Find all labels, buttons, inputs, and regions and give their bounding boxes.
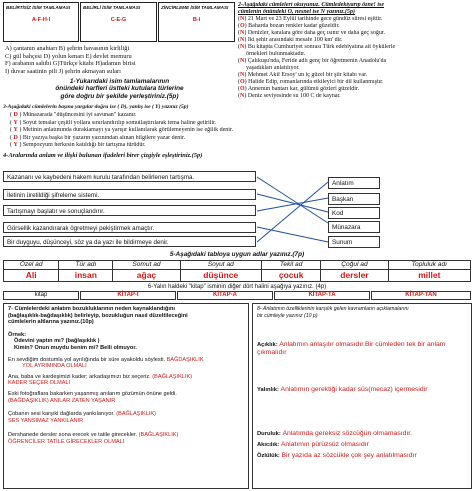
q7-fix: ÖĞRENCİLER TATİLE GİRECEKLER OLMALI: [8, 438, 125, 445]
q7-fix: KADER SEÇER OLMALI: [8, 380, 71, 387]
q2-item: (N) İki şehir arasındaki mesafe 100 km' dir.: [238, 37, 343, 43]
q7-sentence: En sevdiğim dostumla yol ayrılığında bir süre ayakoldu söylesti. BAĞDAŞIKLIK: [8, 356, 204, 363]
q2-subtitle: cümlenin önündeki Ö, nesnel ise N yazınız.(5p): [238, 9, 356, 15]
q2-mark: N: [240, 93, 245, 99]
q8-item: [257, 341, 469, 357]
q7-tag: (BAĞLAŞIKLIK): [138, 432, 179, 439]
q3-mark: Y: [13, 127, 18, 133]
q6-form: KİTAP-I: [80, 291, 176, 300]
q2-mark: N: [240, 30, 245, 36]
q7-sentence: Ana, baba ve kardeşimizi kader; arkadaşımızı biz seçeriz. (BAĞLAŞIKLIK): [8, 373, 193, 380]
match-right-4: Münazara: [328, 221, 380, 233]
box-answer: A-F-H-I: [31, 16, 51, 23]
q7-item: [8, 391, 244, 404]
q7-example-question: Ödevini yaptın mı? (bağlaşıklık ): [14, 338, 100, 345]
q2-text: Çalıkuşu'nda, Feride adlı genç bir öğretmenin Anadolu'da: [247, 58, 387, 64]
q5-header: Soyut ad: [180, 261, 262, 270]
q2-text: Baharda bozan renkler kadar güzeldir.: [248, 23, 340, 29]
q8-label: Açıklık:: [257, 342, 278, 348]
q3-mark: D: [13, 134, 18, 141]
q3-mark: D: [13, 112, 18, 118]
q5-header-row: [4, 261, 471, 270]
q8-label: Özlülük:: [257, 453, 280, 459]
box-belirtisiz: [3, 2, 79, 42]
phrase-line: F) arabanın sahibi G)Türkçe kitabı H)adamın birisi: [5, 60, 136, 68]
q2-mark: N: [240, 37, 245, 43]
q5-header: Topluluk adı: [388, 261, 470, 270]
q2-text: Denizler, karalara göre daha geç ısınır ve daha geç soğur.: [247, 30, 386, 36]
phrase-list: [5, 45, 237, 75]
q5-header: Tür adı: [59, 261, 113, 270]
q8-answer: Anlatımın pürüzsüz olmasıdır: [280, 441, 369, 448]
match-right-1: Anlatım: [328, 177, 380, 189]
q1-line: göre doğru bir şekilde yerleştiriniz.(5p): [60, 92, 179, 100]
q8-item: [257, 441, 469, 449]
q7-tag: (BAĞLAŞIKLIK): [152, 373, 193, 380]
q7-title-line: 7- Cümlelerdeki anlatım bozukluklarının neden kaynaklandığını: [8, 306, 175, 312]
q3-text: Bir yazıya başka bir yazarın yazınından alınan bilgilere yazar denir.: [22, 134, 186, 141]
q5-title: 5-Aşağıdaki tabloya uygun adlar yazınız.(7p): [169, 251, 305, 258]
q2-item: (N) Denizler, karalara göre daha geç ısınır ve daha geç soğur.: [238, 30, 386, 36]
q2-text: İki şehir arasındaki mesafe 100 km' dir.: [247, 37, 343, 43]
box-answer: B-I: [192, 16, 201, 23]
q2-text: Deniz seviyesinde su 100 C de kaynar.: [247, 93, 341, 99]
q5-header: Somut ad: [113, 261, 180, 270]
q2-section: [238, 2, 472, 100]
q5-value: çocuk: [262, 270, 321, 282]
match-right-2: Başkan: [328, 193, 380, 205]
phrase-line: A) çantanın anahtarı B) şehrin havasının kirliliği: [5, 45, 130, 52]
q2-text: yaşadıkları anlatılıyor.: [246, 65, 300, 71]
q8-answer: Anlatımın gerektiği kadar süs(mecaz) içermesidir: [280, 386, 428, 393]
q8-item: [257, 386, 469, 394]
q7-item: [8, 374, 244, 387]
q7-item: [8, 357, 244, 370]
q8-title-line: bir cümleyle yazınız (10 p): [257, 312, 318, 319]
q1-title: 1-Yukarıdaki isim tamlamalarının: [69, 78, 170, 85]
q6-form: KİTAP-A: [177, 291, 273, 300]
q5-value: dersler: [321, 270, 388, 282]
match-line: [257, 182, 328, 242]
q2-text: Mehmet Akif Ersoy' un iç güzel bir şiir kitabı var.: [247, 72, 368, 78]
q2-item: (Ö) Annemın bantarı kar, gülümü gözleri güzeldir.: [238, 86, 360, 92]
q3-text: Sempozyum herkesin katıldığı bir tartışma türüdür.: [22, 142, 146, 148]
box-label: ZİNCİRLEME İSİM TAMLAMASI: [161, 5, 229, 10]
q2-item: [238, 65, 472, 72]
q7-sentence: Dershanede dersler sona erecek ve tatile girecekler. (BAĞLAŞIKLIK): [8, 432, 179, 439]
q8-label: Yalınlık:: [257, 387, 279, 393]
q7-tag: (BAĞLAŞIKLIK): [116, 411, 157, 418]
q2-item: [238, 51, 472, 58]
match-lines: [256, 168, 330, 254]
q2-mark: Ö: [240, 79, 245, 85]
q2-item: (N) Bu kitapta Cumhuriyet sonrası Türk edebiyatına ait öykülerle: [238, 44, 396, 50]
q3-item: ( Y ) Metinin anlatımında duraklamayı ya yarışır kullanılarak görülemeyenin ise eğilik denir.: [10, 127, 234, 133]
match-left-5: Bir duyguyu, düşünceyi, söz ya da yazı ile bildirmeye denir.: [3, 236, 256, 247]
match-left-1: Kazananı ve kaybedeni hakem kurulu tarafından belirlenen tartışma.: [3, 171, 256, 182]
q6-base: kitap: [3, 291, 79, 300]
q2-text: Halide Edip, romanlarında etkileyici bir dil kullanmıştır.: [248, 79, 384, 85]
q5-table: [3, 260, 471, 282]
q7-item: [8, 411, 244, 424]
q5-value: millet: [388, 270, 470, 282]
q8-label: Akıcılık:: [257, 442, 280, 448]
q7-tag: BAĞDAŞIKLIK: [166, 356, 204, 363]
box-label: BELİRLİ İSİM TAMLAMASI: [83, 5, 141, 10]
q7-sentence: Eski fotoğraflara bakarken yaşanmış anılarım gözümün önüne geldi.: [8, 390, 177, 397]
q2-mark: Ö: [240, 23, 245, 29]
q8-section: [252, 303, 472, 489]
q5-header: Tekil ad: [262, 261, 321, 270]
q8-answer: Bir yazıda az sözcükle çok şey anlatılmasıdır: [281, 452, 417, 459]
q3-text: Münazarada "düşüncesini iyi savunan" kazanır.: [22, 112, 137, 118]
match-left-3: Tartışmayı başlatır ve sonuçlandırır.: [3, 205, 256, 216]
q7-title-line: cümlelerin altlarına yazınız.(10p): [8, 319, 94, 326]
match-left-4: Görsellik kazandırarak ögretmeyi pekiştirmek amaçtır.: [3, 222, 256, 233]
q3-mark: Y: [13, 119, 18, 126]
q2-text: örnekleri bulunmaktadır.: [246, 51, 306, 57]
q5-value: düşünce: [180, 270, 262, 282]
q2-item: (N) 21 Mart ve 23 Eylül tarihinde gece gündüz süresi eşittir.: [238, 16, 383, 22]
q7-title-line: (bağlaşıklık-bağdaşıklık) belirleyip, bozukluğun nasıl düzeltileceğini: [8, 312, 188, 319]
match-right-5: Sunum: [328, 236, 380, 248]
q7-fix: YOL AYRIMINDA OLMALI: [22, 363, 87, 370]
q3-item: ( D ) Bir yazıya başka bir yazarın yazınından alınan bilgilere yazar denir.: [10, 134, 186, 141]
q5-header: Özel ad: [4, 261, 59, 270]
q5-value: insan: [59, 270, 113, 282]
q8-item: [257, 430, 469, 438]
q8-item: [257, 452, 469, 460]
q7-sentence: Çobanın sesi karşıki dağlarda yankılanıyor. (BAĞLAŞIKLIK): [8, 411, 157, 418]
q7-fix: (BAĞDAŞIKLIK) ANILAR ZATEN YAŞANIR: [8, 397, 116, 404]
box-answer: C-E-G: [110, 16, 127, 23]
q2-mark: N: [240, 72, 245, 78]
q4-title: 4-Aralarında anlam ve ilişki bulunan ifadeleri birer çizgiyle eşleştiriniz.(5p): [3, 152, 203, 159]
phrase-line: I) duvar saatinin pili J) şehrin akmayan suları: [5, 67, 121, 75]
q5-value: Ali: [4, 270, 59, 282]
q7-fix: SES YANSIMAZ YANKILANIR: [8, 417, 84, 424]
q8-title-line: 8- Anlatımın özelliklerinin karşılık gelen kavramların açıklamalarını: [257, 306, 409, 312]
q2-item: (N) Deniz seviyesinde su 100 C de kaynar.: [238, 93, 341, 99]
box-zincirleme: [158, 2, 235, 42]
q8-answer: Anlatımda gereksiz sözcüğün olmamasıdır.: [282, 430, 413, 437]
q8-answer: Anlatımın anlaşılır olmasıdır.Bir cümleden tek bir anlam çıkmalıdır: [257, 341, 446, 356]
q8-label: Duruluk:: [257, 431, 281, 437]
q7-item: [8, 432, 244, 445]
match-left-2: İletinin üretildiği şifreleme sistemi.: [3, 189, 256, 200]
q2-mark: N: [240, 58, 245, 64]
q3-item: ( D ) Münazarada "düşüncesini iyi savunan" kazanır.: [10, 112, 137, 118]
match-line: [257, 227, 328, 242]
q2-item: (N) Mehmet Akif Ersoy' un iç güzel bir şiir kitabı var.: [238, 72, 368, 78]
q1-line: önündeki harfleri üstteki kutulara türlerine: [55, 85, 184, 93]
q2-mark: N: [240, 44, 245, 50]
q2-text: Bu kitapta Cumhuriyet sonrası Türk edebiyatına ait öykülerle: [247, 44, 396, 50]
box-label: BELİRTİSİZ İSİM TAMLAMASI: [6, 5, 71, 10]
q3-item: ( Y ) Soyut temalar çeşitli yollara sınırlandırılıp somutlaştırılarak tema haline getirilir.: [10, 119, 217, 126]
phrase-line: C) gül bahçesi D) yolun kenarı E) devlet memuru: [5, 52, 132, 60]
q2-mark: Ö: [240, 86, 245, 92]
q6-form: KİTAP-TA: [274, 291, 370, 300]
q2-text: 21 Mart ve 23 Eylül tarihinde gece gündüz süresi eşittir.: [247, 16, 383, 22]
q2-item: (Ö) Baharda bozan renkler kadar güzeldir.: [238, 23, 340, 29]
box-belirli: [80, 2, 157, 42]
q5-value-row: [4, 270, 471, 282]
q3-mark: Y: [13, 142, 18, 148]
match-right-3: Kod: [328, 207, 380, 219]
q6-form: KİTAP-TAN: [371, 291, 471, 300]
q7-example-label: Örnek:: [8, 331, 27, 338]
q2-item: (Ö) Halide Edip, romanlarında etkileyici bir dil kullanmıştır.: [238, 79, 384, 85]
q5-header: Çoğul ad: [321, 261, 388, 270]
q2-mark: N: [240, 16, 245, 22]
q1-instructions: [3, 78, 236, 100]
q2-text: Annemın bantarı kar, gülümü gözleri güzeldir.: [247, 86, 360, 92]
q7-section: [3, 303, 249, 489]
q3-text: Soyut temalar çeşitli yollara sınırlandırılıp somutlaştırılarak tema haline getirilir.: [22, 119, 217, 126]
q2-title: 2-Aşağıdaki cümleleri okuyunuz. Cümledekiyarıp özne! ise: [238, 2, 385, 8]
q2-item: (N) Çalıkuşu'nda, Feride adlı genç bir öğretmenin Anadolu'da: [238, 58, 387, 64]
q3-title: 3-Aşağıdaki cümlelerin başına yargılar doğru ise ( D), yanlış ise ( Y) yazınız (5p): [3, 104, 189, 110]
q3-item: ( Y ) Sempozyum herkesin katıldığı bir tartışma türüdür.: [10, 142, 146, 148]
q3-list: [10, 112, 330, 150]
q3-text: Metinin anlatımında duraklamayı ya yarışır kullanılarak görülemeyenin ise eğilik denir.: [22, 127, 234, 133]
q6-title: 6-Yalın haldeki "kitap" isminin diğer dört halini aşağıya yazınız. (4p): [147, 284, 327, 290]
q7-example-answer: Kimin? Onun muydu benim mi? Belli olmuyor.: [14, 344, 137, 351]
q5-value: ağaç: [113, 270, 180, 282]
